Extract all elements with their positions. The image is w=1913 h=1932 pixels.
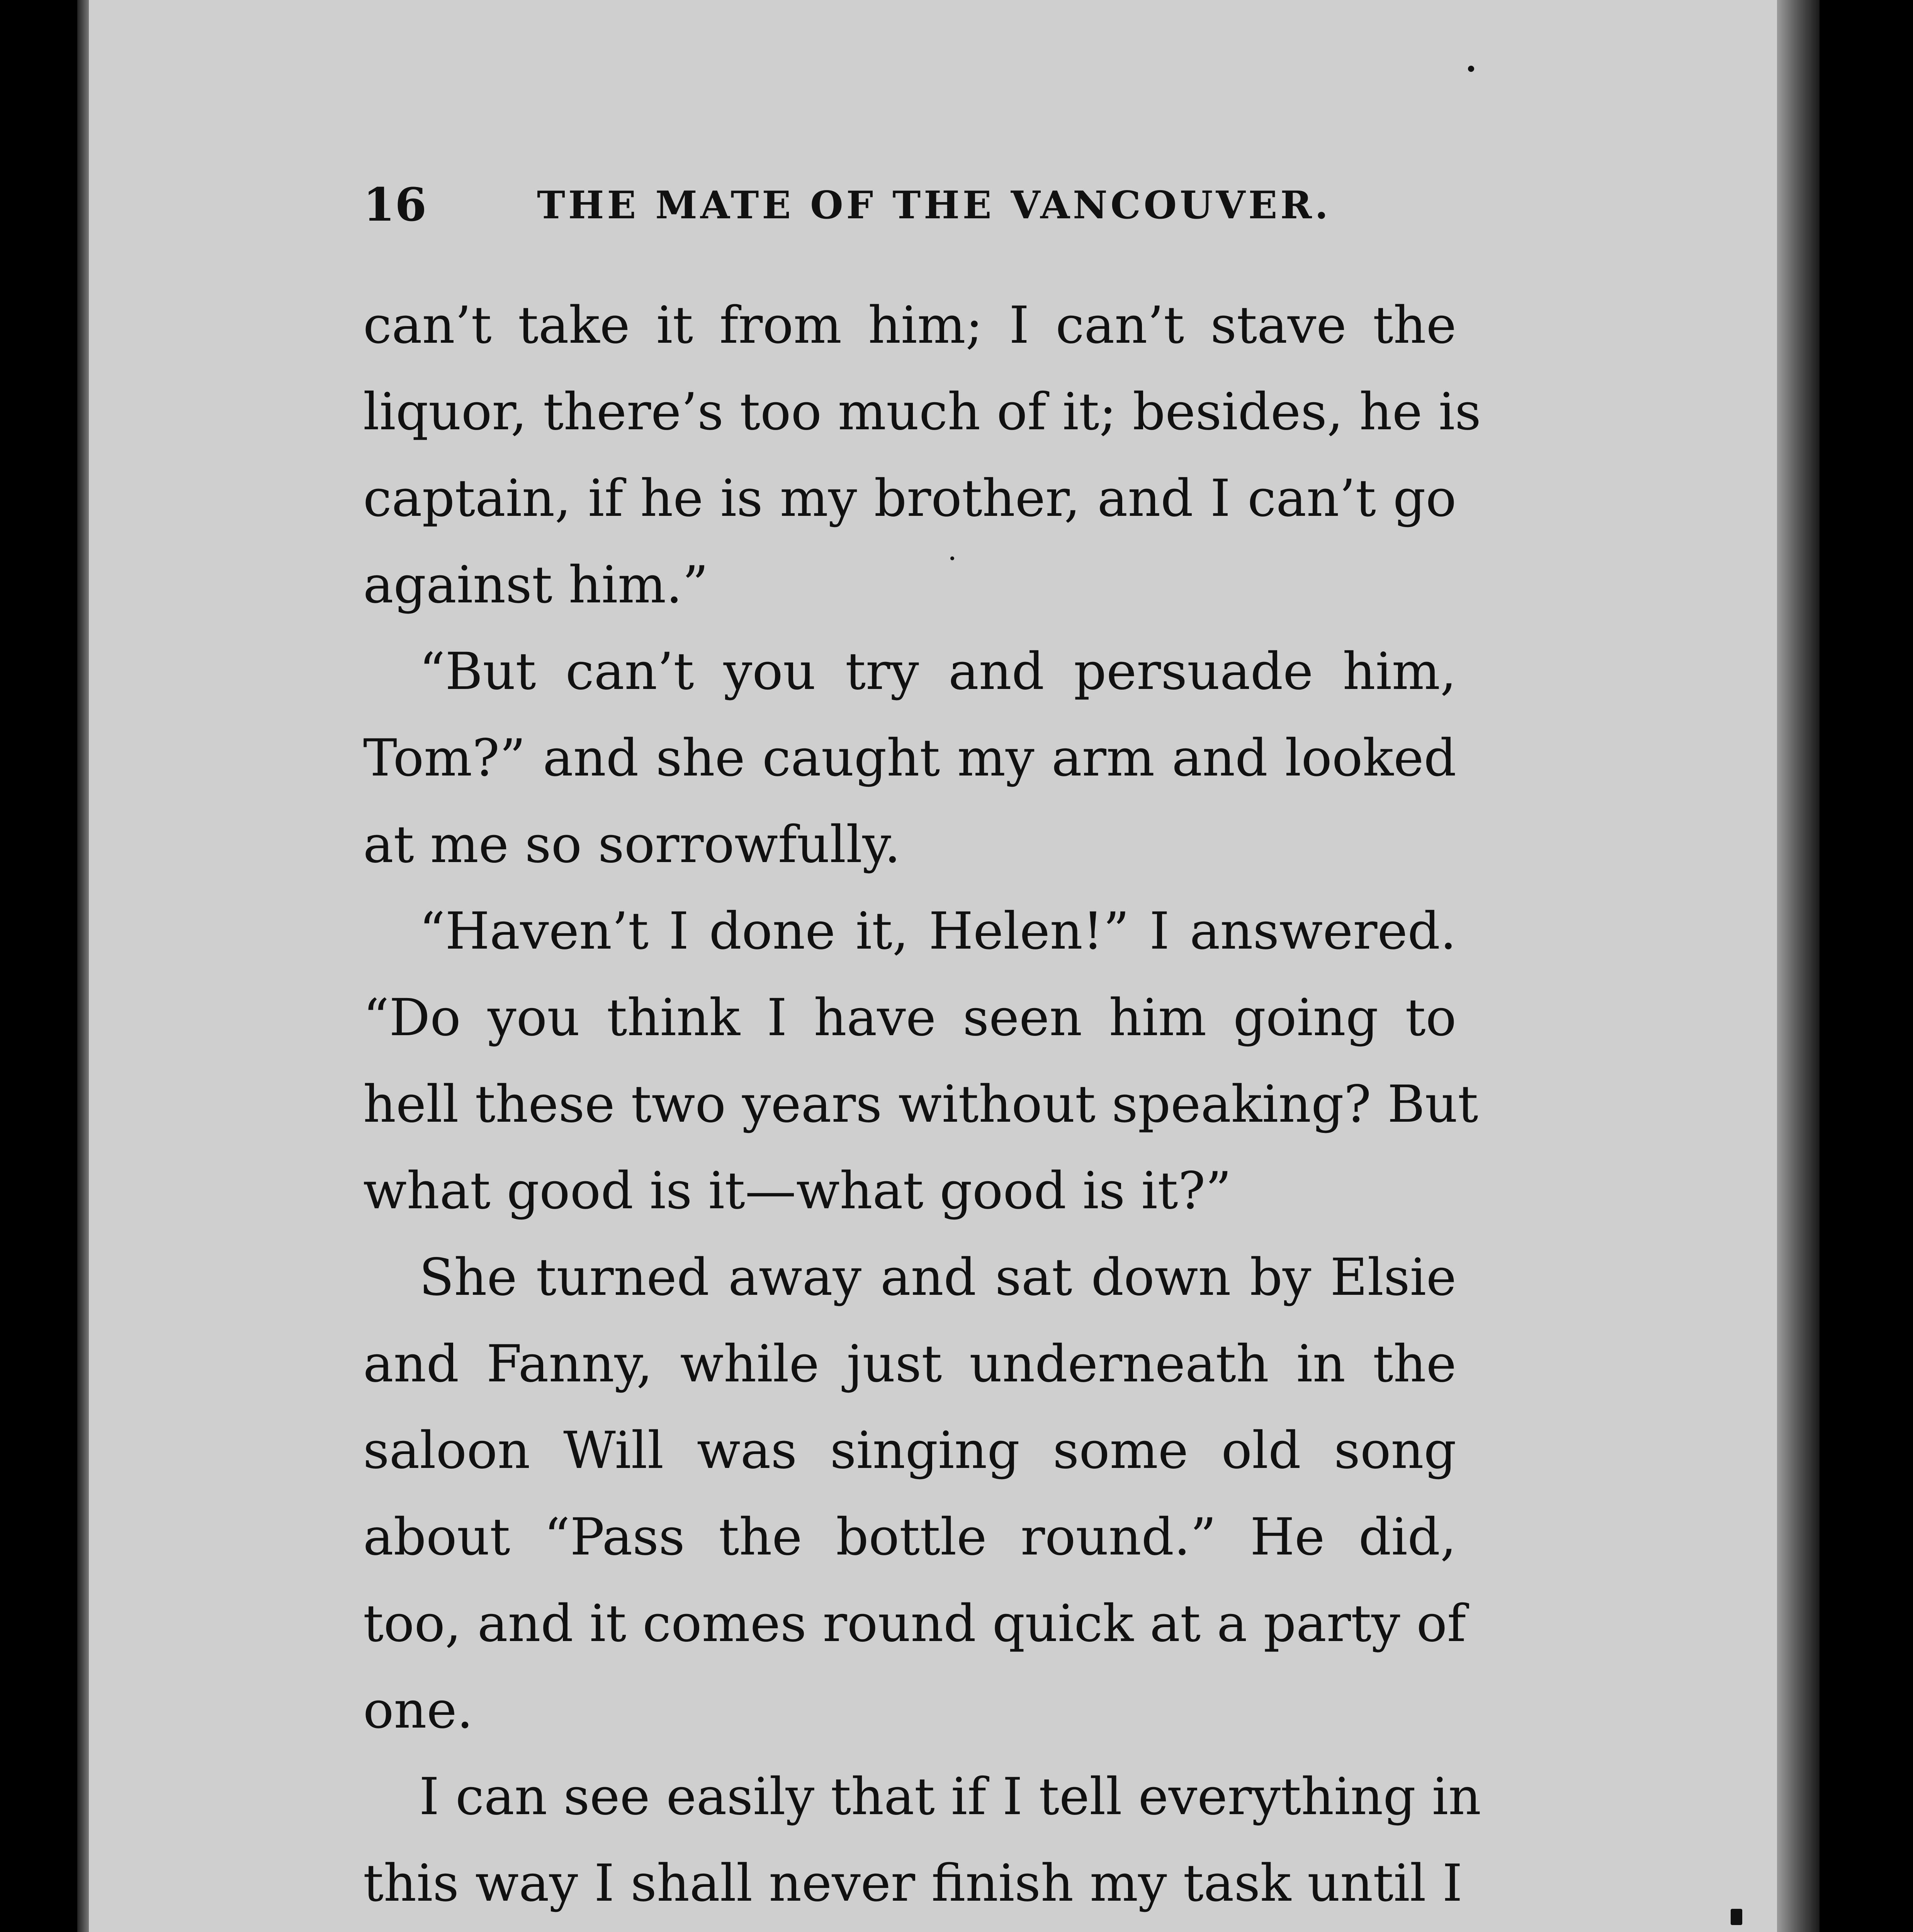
text-line: this way I shall never finish my task until I — [363, 1854, 1463, 1913]
body-text — [363, 282, 1481, 1932]
text-line: “Do you think I have seen him going to — [363, 988, 1456, 1048]
text-line: can’t take it from him; I can’t stave the — [363, 296, 1456, 355]
page-fore-edge — [1777, 0, 1820, 1932]
page-number: 16 — [363, 178, 427, 231]
scan-speck — [950, 556, 954, 560]
text-line: against him.” — [363, 555, 708, 615]
text-line: about “Pass the bottle round.” He did, — [363, 1507, 1456, 1567]
scan-speck — [1731, 1909, 1742, 1925]
text-line: “Haven’t I done it, Helen!” I answered. — [419, 901, 1456, 961]
running-header — [363, 178, 1476, 240]
text-line: Tom?” and she caught my arm and looked — [363, 728, 1456, 788]
text-line: I can see easily that if I tell everything in — [419, 1767, 1481, 1827]
running-title: THE MATE OF THE VANCOUVER. — [537, 183, 1331, 228]
text-line: saloon Will was singing some old song — [363, 1421, 1456, 1480]
text-line: captain, if he is my brother, and I can’t go — [363, 469, 1456, 528]
text-line: She turned away and sat down by Elsie — [419, 1248, 1456, 1307]
text-line: liquor, there’s too much of it; besides, he is — [363, 382, 1481, 442]
text-line: “But can’t you try and persuade him, — [419, 642, 1456, 701]
text-line: too, and it comes round quick at a party of — [363, 1594, 1466, 1653]
scan-speck — [1468, 66, 1474, 72]
text-line: what good is it—what good is it?” — [363, 1161, 1232, 1221]
text-line: hell these two years without speaking? But — [363, 1075, 1478, 1134]
text-line: one. — [363, 1680, 473, 1740]
text-line — [363, 1927, 1456, 1932]
text-line: at me so sorrowfully. — [363, 815, 901, 874]
text-line: and Fanny, while just underneath in the — [363, 1334, 1456, 1394]
